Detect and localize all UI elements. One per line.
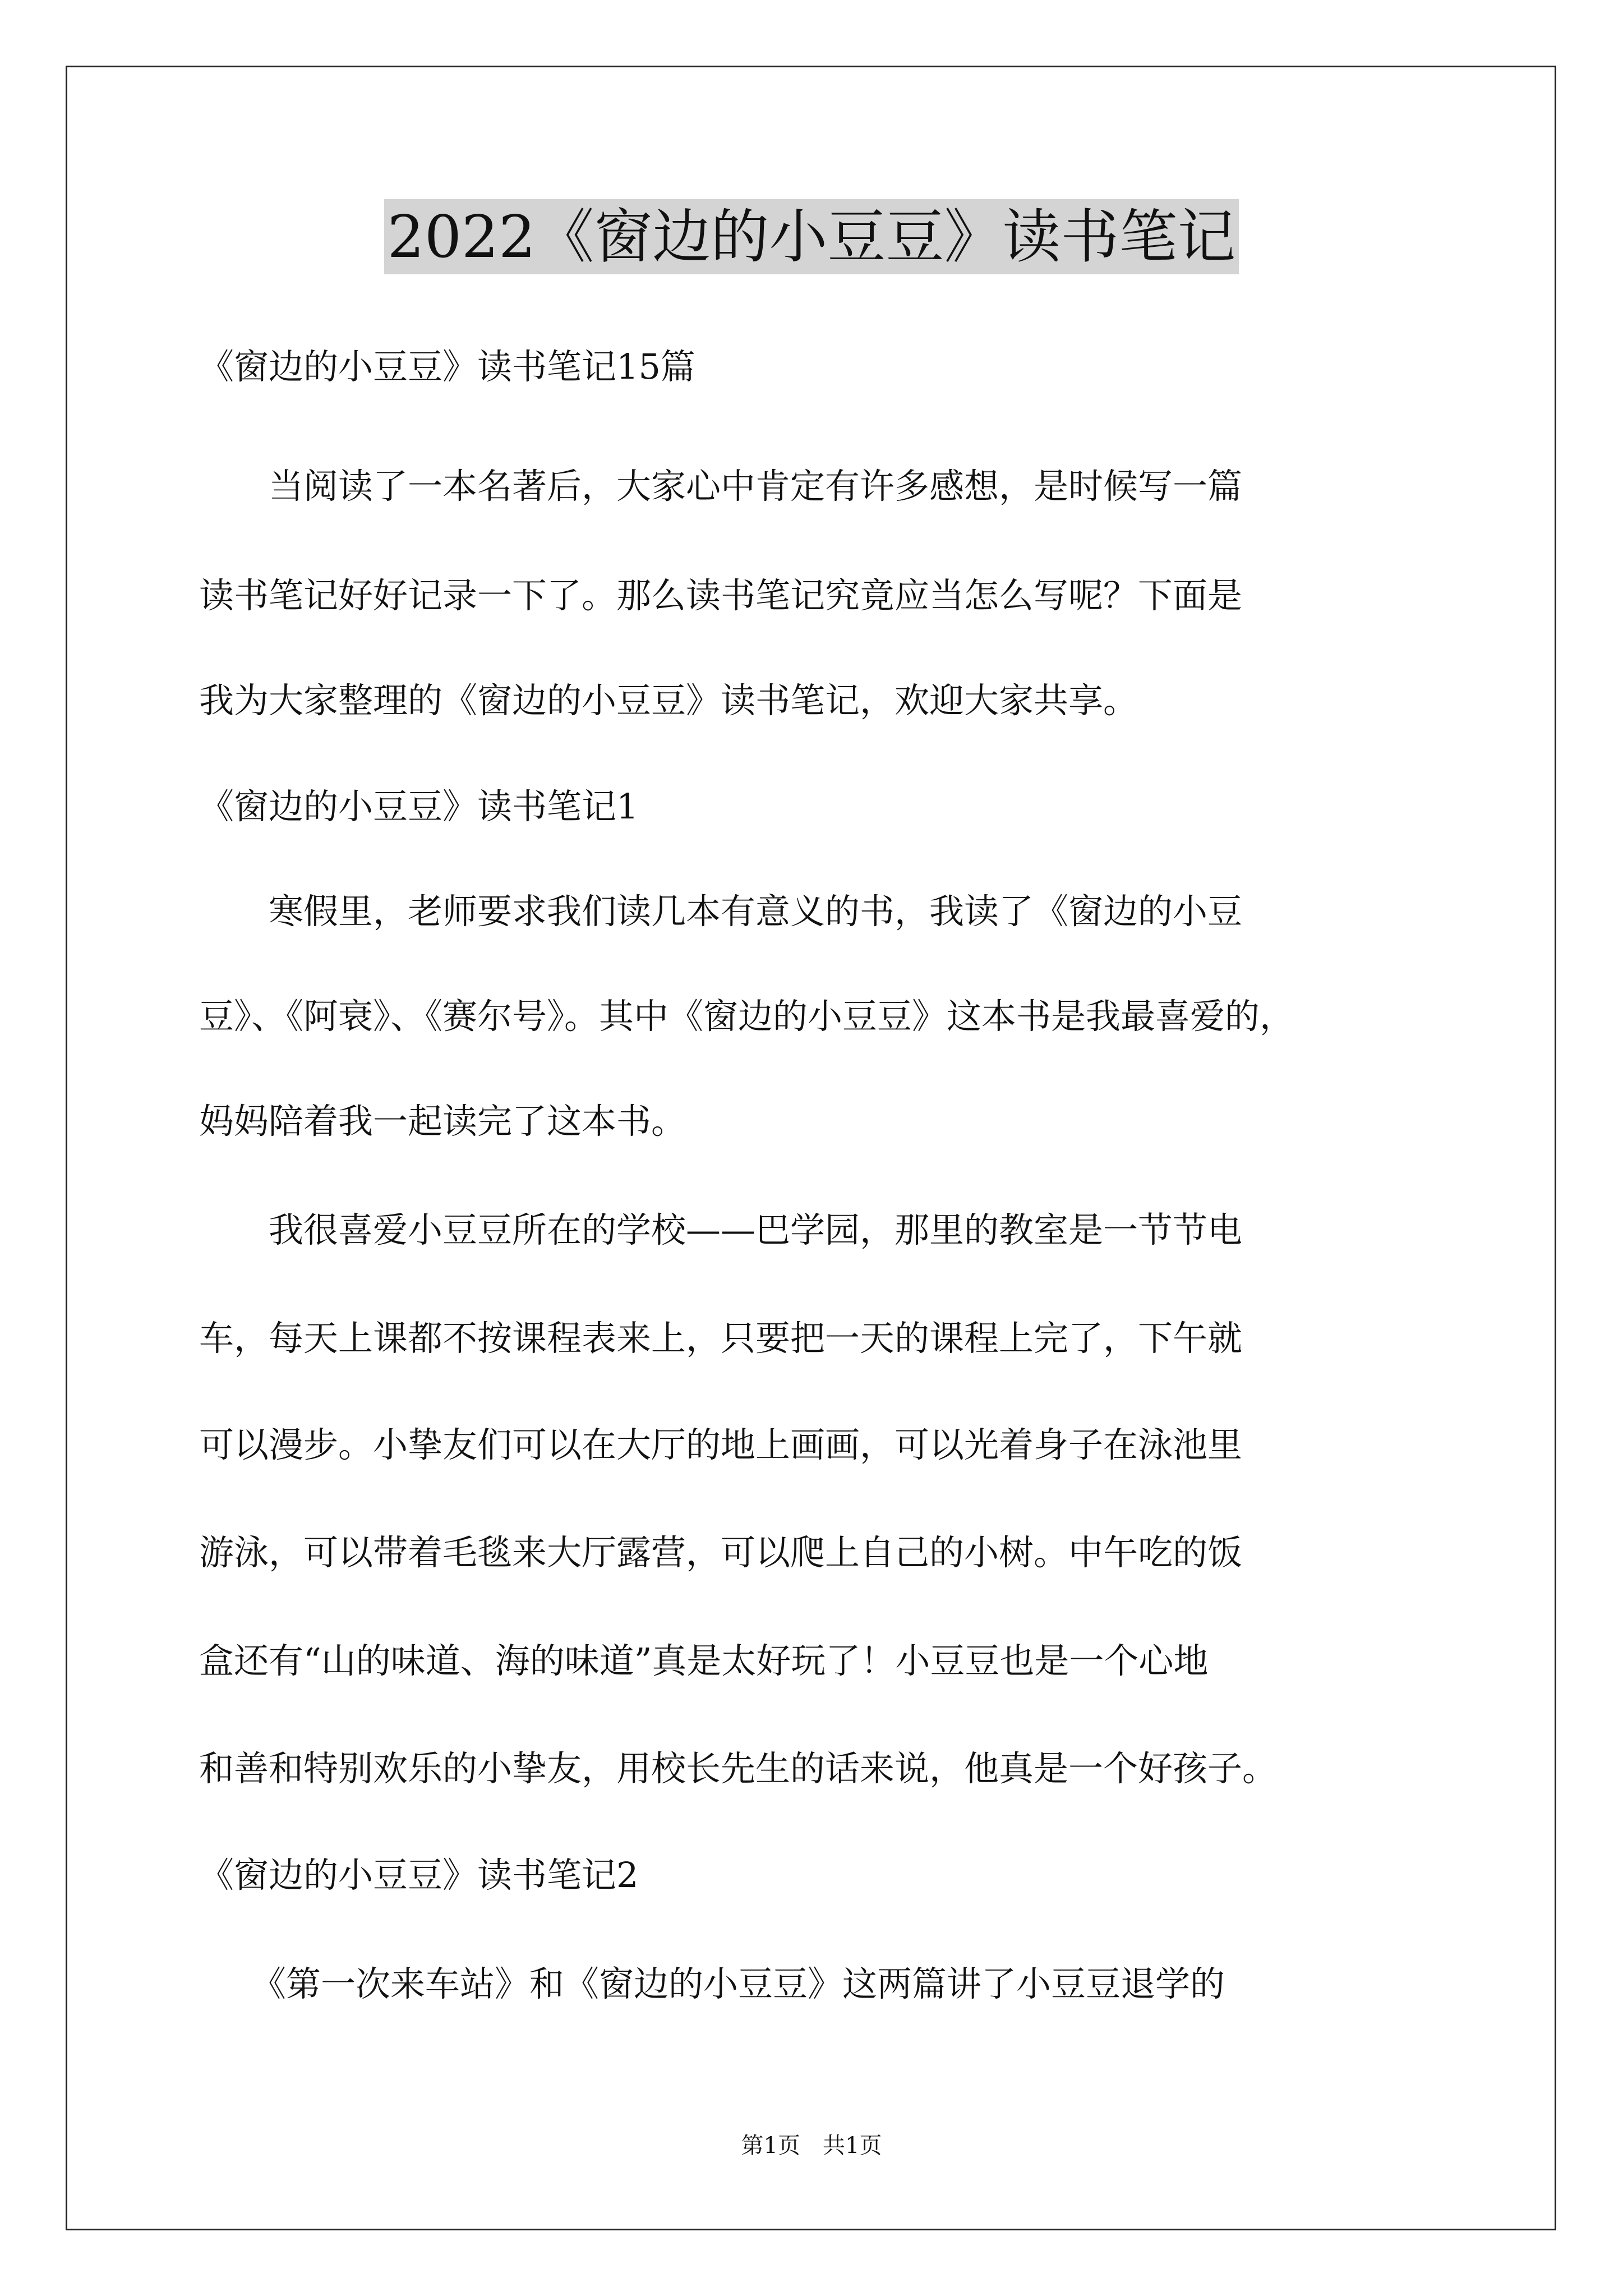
paragraph-line: 寒假里，老师要求我们读几本有意义的书，我读了《窗边的小豆 xyxy=(199,891,1243,932)
paragraph-line: 《第一次来车站》和《窗边的小豆豆》这两篇讲了小豆豆退学的 xyxy=(199,1963,1225,2004)
document-title xyxy=(0,197,1623,276)
section-heading: 《窗边的小豆豆》读书笔记2 xyxy=(199,1855,639,1895)
paragraph-line: 可以漫步。小挚友们可以在大厅的地上画画，可以光着身子在泳池里 xyxy=(199,1424,1243,1465)
paragraph-line: 我很喜爱小豆豆所在的学校——巴学园，那里的教室是一节节电 xyxy=(199,1209,1243,1250)
section-heading: 《窗边的小豆豆》读书笔记1 xyxy=(199,786,639,827)
paragraph-line: 我为大家整理的《窗边的小豆豆》读书笔记，欢迎大家共享。 xyxy=(199,680,1138,721)
page-footer: 第1页 共1页 xyxy=(741,2133,882,2159)
paragraph-line: 妈妈陪着我一起读完了这本书。 xyxy=(199,1101,686,1142)
paragraph-line: 豆》、《阿衰》、《赛尔号》。其中《窗边的小豆豆》这本书是我最喜爱的， xyxy=(199,996,1295,1037)
paragraph-line: 读书笔记好好记录一下了。那么读书笔记究竟应当怎么写呢？下面是 xyxy=(199,575,1243,616)
paragraph-line: 当阅读了一本名著后，大家心中肯定有许多感想，是时候写一篇 xyxy=(199,466,1243,507)
paragraph-line: 车，每天上课都不按课程表来上，只要把一天的课程上完了，下午就 xyxy=(199,1318,1243,1359)
paragraph-line: 盒还有“山的味道、海的味道”真是太好玩了！小豆豆也是一个心地 xyxy=(199,1640,1209,1681)
paragraph-line: 和善和特别欢乐的小挚友，用校长先生的话来说，他真是一个好孩子。 xyxy=(199,1748,1278,1789)
page-border xyxy=(66,66,1556,2230)
paragraph-line: 游泳，可以带着毛毯来大厅露营，可以爬上自己的小树。中午吃的饭 xyxy=(199,1532,1243,1573)
document-title-text: 2022《窗边的小豆豆》读书笔记 xyxy=(384,199,1239,274)
section-heading: 《窗边的小豆豆》读书笔记15篇 xyxy=(199,346,695,387)
